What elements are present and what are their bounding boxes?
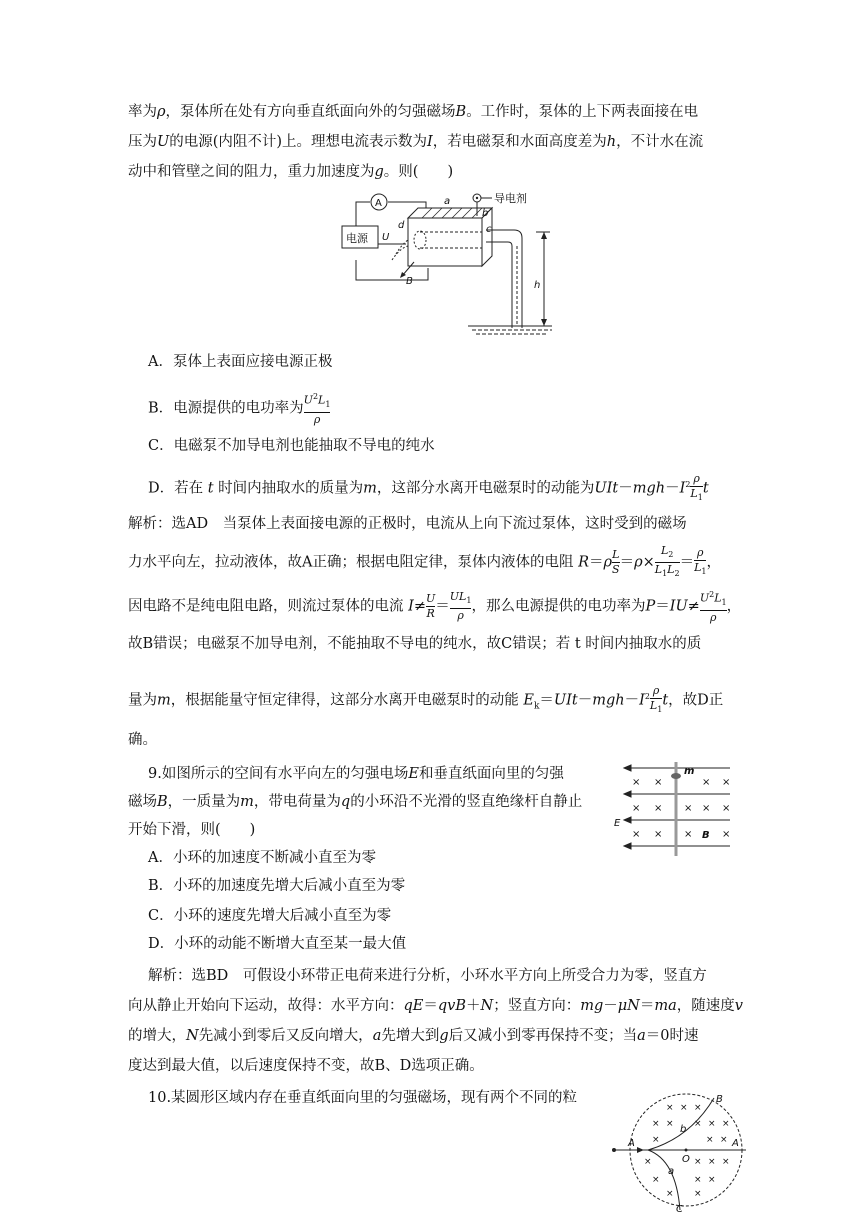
q8-label-b: b <box>482 208 489 219</box>
q10-cross: × <box>652 1175 660 1185</box>
q9-cross: × <box>684 829 693 840</box>
q10-cross: × <box>680 1103 688 1113</box>
q10-cross: × <box>722 1119 730 1129</box>
q9-label-m: m <box>684 766 695 777</box>
q8-option-c: C．电磁泵不加导电剂也能抽取不导电的纯水 <box>148 438 435 454</box>
q9-solution-line-1: 解析：选BD 可假设小环带正电荷来进行分析，小环水平方向上所受合力为零，竖直方 <box>148 968 707 984</box>
q10-label-b: b <box>680 1124 687 1135</box>
q10-cross: × <box>652 1135 660 1145</box>
q10-label-O: O <box>682 1154 690 1165</box>
q10-cross: × <box>694 1157 702 1167</box>
q8-label-U: U <box>382 232 390 243</box>
q8-solution-line-3: 因电路不是纯电阻电路，则流过泵体的电流 $I\ne\frac{U}{R}$ $=UL_1$ ρ ，那么电源提供的电功率为$P=IU\ne U^2L_1$ ρ ， <box>128 589 742 624</box>
q10-label-A-left: A <box>628 1138 635 1149</box>
q8-solution-line-1: 解析：选AD 当泵体上表面接电源的正极时，电流从上向下流过泵体，这时受到的磁场 <box>128 516 687 532</box>
q9-cross: × <box>632 803 641 814</box>
q8-solution-line-5: 量为m，根据能量守恒定律得，这部分水离开电磁泵时的动能 $E_k=UIt-mgh-I^2\frac{\rho}{L_1}$ t，故D正 <box>128 684 723 717</box>
q8-option-d: D．若在 t 时间内抽取水的质量为m，这部分水离开电磁泵时的动能为$UIt-mgh-I^2\frac{\rho}{L_1}$ t <box>148 472 709 505</box>
q9-solution-line-4: 度达到最大值，以后速度保持不变，故B、D选项正确。 <box>128 1058 484 1074</box>
q9-cross: × <box>654 829 663 840</box>
q8-solution-line-2: 力水平向左，拉动液体，故A正确；根据电阻定律，泵体内液体的电阻 $R=\rho\frac{L}{S}$ $=\rho\times L_2$ $L_1L_2$ $=\frac{\rho}{L_1}$ ， <box>128 544 721 581</box>
q9-label-E: E <box>614 818 621 829</box>
q10-cross: × <box>708 1119 716 1129</box>
q10-cross: × <box>644 1157 652 1167</box>
q10-label-A-right: A <box>732 1138 739 1149</box>
q9-cross: × <box>702 777 711 788</box>
q9-stem-line-2: 磁场B，一质量为m，带电荷量为q的小环沿不光滑的竖直绝缘杆自静止 <box>128 794 583 810</box>
q10-cross: × <box>708 1175 716 1185</box>
q8-label-agent: 导电剂 <box>494 192 527 205</box>
q8-label-h: h <box>534 280 541 291</box>
q8-option-b: B．电源提供的电功率为$U^2L_1$ ρ <box>148 392 331 426</box>
q9-cross: × <box>722 803 731 814</box>
q9-cross: × <box>702 803 711 814</box>
q10-label-B: B <box>716 1094 723 1105</box>
q10-cross: × <box>720 1135 728 1145</box>
q10-cross: × <box>694 1119 702 1129</box>
q10-cross: × <box>722 1157 730 1167</box>
q8-intro-line-1: 率为ρ，泵体所在处有方向垂直纸面向外的匀强磁场B。工作时，泵体的上下两表面接在电 <box>128 104 699 120</box>
q9-option-d: D．小环的动能不断增大直至某一最大值 <box>148 936 407 952</box>
q9-cross: × <box>654 777 663 788</box>
q8-solution-line-6: 确。 <box>128 732 157 748</box>
q8-label-B: B <box>406 276 413 287</box>
q10-cross: × <box>694 1103 702 1113</box>
q8-pump-figure <box>336 188 556 340</box>
q9-option-b: B．小环的加速度先增大后减小直至为零 <box>148 878 406 894</box>
q10-cross: × <box>708 1157 716 1167</box>
q8-label-ammeter: A <box>375 198 382 209</box>
q9-stem-line-1: 9.如图所示的空间有水平向左的匀强电场E和垂直纸面向里的匀强 <box>148 766 564 782</box>
q9-cross: × <box>684 803 693 814</box>
q8-intro-line-3: 动中和管壁之间的阻力，重力加速度为g。则( ) <box>128 164 454 180</box>
q8-label-power: 电源 <box>346 232 368 245</box>
q9-cross: × <box>632 829 641 840</box>
q8-option-a: A．泵体上表面应接电源正极 <box>148 354 333 370</box>
q10-label-a: a <box>668 1166 675 1177</box>
q9-cross: × <box>722 829 731 840</box>
q10-cross: × <box>666 1189 674 1199</box>
q10-cross: × <box>706 1135 714 1145</box>
q10-cross: × <box>666 1119 674 1129</box>
q8-label-a: a <box>444 196 451 207</box>
q9-label-B: B <box>702 830 710 841</box>
q9-solution-line-3: 的增大，N先减小到零后又反向增大，a先增大到g后又减小到零再保持不变；当a＝0时速 <box>128 1028 699 1044</box>
q9-cross: × <box>632 777 641 788</box>
q10-circle-figure <box>610 1090 750 1214</box>
q9-cross: × <box>722 777 731 788</box>
q9-cross: × <box>654 803 663 814</box>
q8-label-d: d <box>398 220 405 231</box>
q8-label-c: c <box>486 224 492 235</box>
q10-cross: × <box>666 1103 674 1113</box>
q8-intro-line-2: 压为U的电源(内阻不计)上。理想电流表示数为I，若电磁泵和水面高度差为h，不计水在流 <box>128 134 704 150</box>
q10-label-C: C <box>676 1204 683 1214</box>
q10-cross: × <box>652 1119 660 1129</box>
q9-field-figure <box>612 760 736 860</box>
q10-cross: × <box>694 1175 702 1185</box>
q9-option-a: A．小环的加速度不断减小直至为零 <box>148 850 376 866</box>
q8-solution-line-4: 故B错误；电磁泵不加导电剂，不能抽取不导电的纯水，故C错误；若 t 时间内抽取水的质 <box>128 636 702 652</box>
q9-solution-line-2: 向从静止开始向下运动，故得：水平方向：qE＝qvB＋N；竖直方向：mg－μN＝ma，随速度v <box>128 998 743 1014</box>
q9-option-c: C．小环的速度先增大后减小直至为零 <box>148 908 392 924</box>
q9-stem-line-3: 开始下滑，则( ) <box>128 822 256 838</box>
q10-cross: × <box>694 1189 702 1199</box>
q10-stem-line-1: 10.某圆形区域内存在垂直纸面向里的匀强磁场，现有两个不同的粒 <box>148 1090 578 1106</box>
